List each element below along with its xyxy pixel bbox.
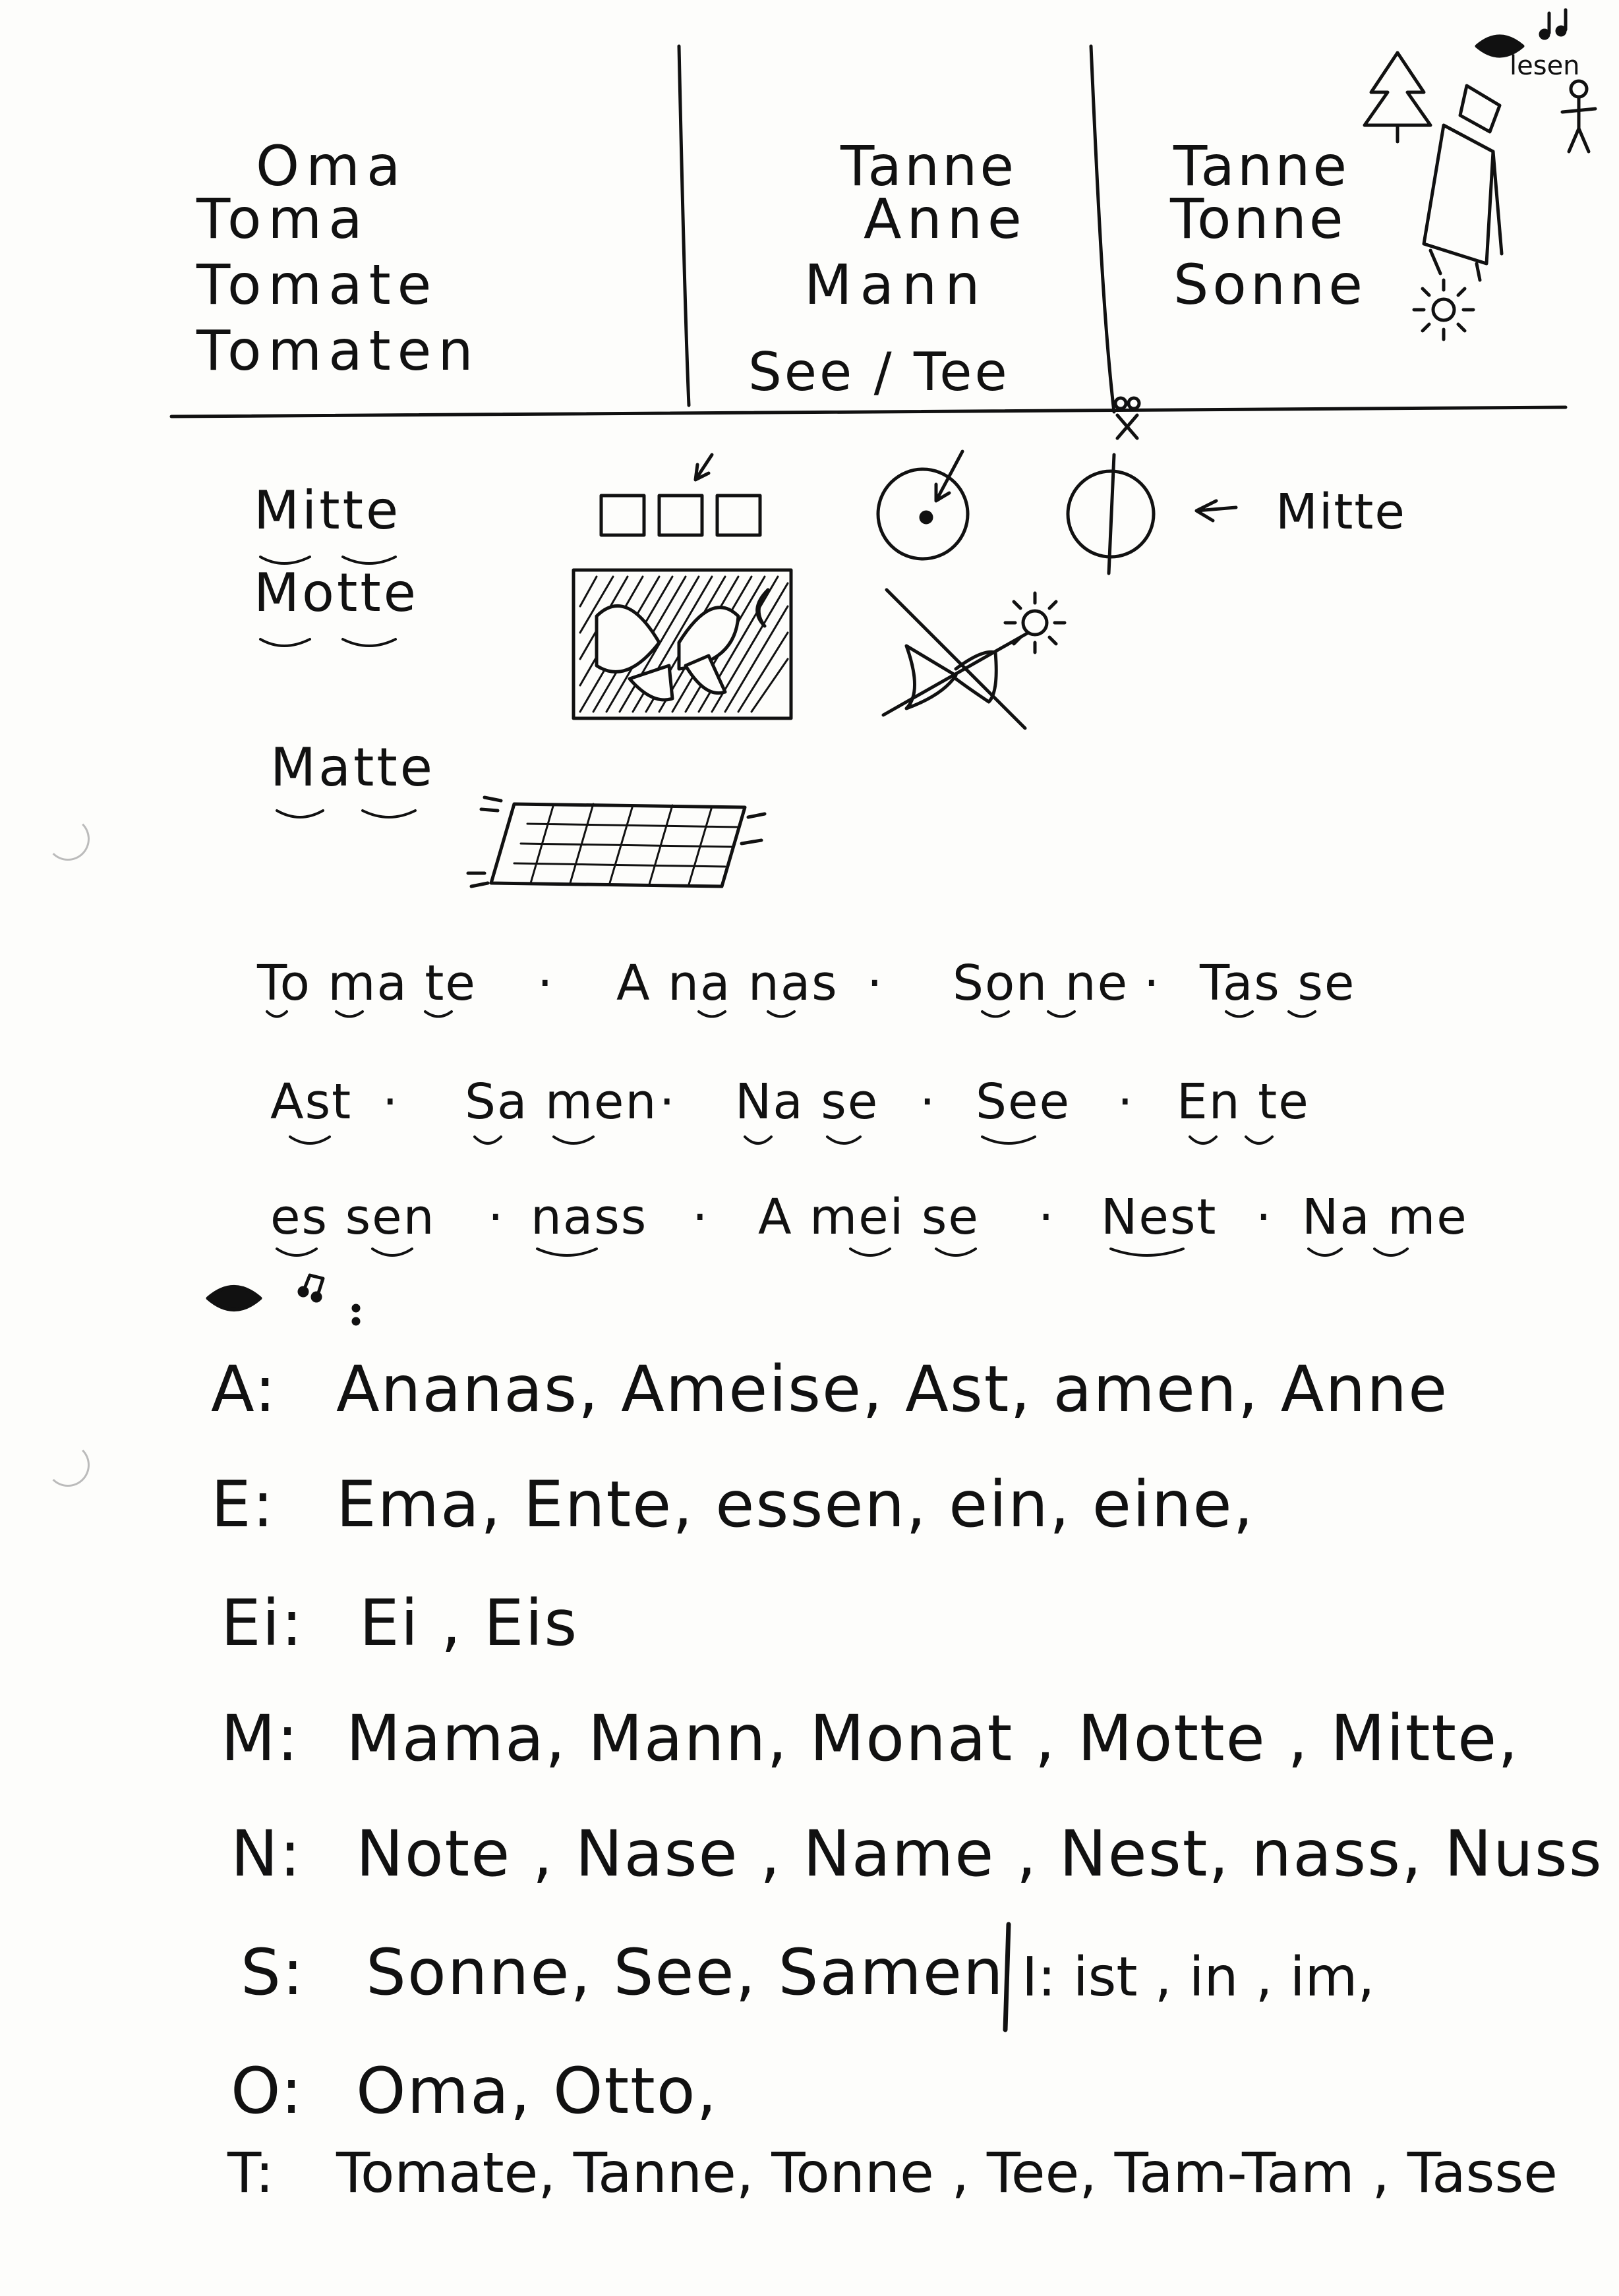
list-row-i (1022, 1946, 1375, 2009)
scissors-icon (1115, 398, 1139, 438)
separator: · (382, 1074, 399, 1130)
col1-word-4: Tomaten (196, 318, 480, 383)
list-row-a (211, 1352, 1449, 1426)
separator: · (1117, 1074, 1134, 1130)
syllable-word: Nest (1101, 1189, 1218, 1246)
list-label: M: (221, 1702, 300, 1775)
list-row-o (231, 2054, 719, 2128)
separator: · (692, 1189, 709, 1246)
list-label: A: (211, 1352, 278, 1426)
col1-word-2: Toma (196, 187, 369, 251)
list-words: Note , Nase , Name , Nest, nass, Nuss (356, 1817, 1603, 1891)
list-label: N: (231, 1817, 303, 1891)
list-words: Mama, Mann, Monat , Motte , Mitte, (346, 1702, 1519, 1775)
list-row-e (211, 1468, 1255, 1541)
syllable-word: Son ne (953, 955, 1129, 1012)
circle-line-icon (1068, 455, 1236, 573)
separator: · (920, 1074, 937, 1130)
list-label: S: (241, 1936, 305, 2009)
list-words: Tomate, Tanne, Tonne , Tee, Tam-Tam , Tasse (336, 2140, 1558, 2205)
list-row-n (231, 1817, 1603, 1891)
list-row-s (241, 1936, 1005, 2009)
syllable-word: Na se (735, 1074, 879, 1130)
col3-word-2: Tonne (1170, 187, 1346, 251)
syllable-word: Ast (270, 1074, 353, 1130)
s-i-divider (1005, 1924, 1009, 2030)
lips-icon (208, 1287, 260, 1310)
word-mitte: Mitte (254, 480, 401, 541)
moth-dark-icon (574, 570, 791, 718)
col1-word-1: Oma (256, 134, 407, 198)
list-label: T: (227, 2140, 274, 2205)
separator: · (867, 955, 884, 1012)
list-row-ei (221, 1586, 579, 1660)
sun-icon (1414, 280, 1473, 339)
moth-crossed-icon (883, 590, 1065, 728)
list-words: Sonne, See, Samen (366, 1936, 1005, 2009)
list-label: E: (211, 1468, 275, 1541)
col1-word-3: Tomate (196, 252, 438, 317)
target-icon (878, 451, 968, 559)
divider-vertical-1 (679, 46, 689, 405)
syllable-word: Na me (1302, 1189, 1468, 1246)
col2-word-2: Anne (864, 187, 1027, 251)
col2-word-3: Mann (804, 252, 988, 317)
music-note-icon-top (1541, 10, 1566, 38)
syllable-word: See (976, 1074, 1071, 1130)
separator: · (1256, 1189, 1273, 1246)
col3-word-1: Tanne (1173, 134, 1350, 198)
syllable-arcs (260, 557, 1407, 1255)
tree-icon (1365, 53, 1430, 142)
syllable-word: En te (1177, 1074, 1310, 1130)
word-motte: Motte (254, 562, 419, 623)
list-label: Ei: (221, 1586, 304, 1660)
separator: · (659, 1074, 676, 1130)
divider-vertical-2 (1091, 46, 1114, 412)
squares-icon (601, 455, 760, 535)
list-label: O: (231, 2054, 304, 2128)
syllable-word: A mei se (758, 1189, 980, 1246)
syllable-word: Sa men (465, 1074, 658, 1130)
list-row-m (221, 1702, 1519, 1775)
list-label: I: (1022, 1946, 1056, 2009)
list-words: Ema, Ente, essen, ein, eine, (336, 1468, 1255, 1541)
syllable-word: A na nas (616, 955, 839, 1012)
syllable-word: To ma te (257, 955, 477, 1012)
syllable-word: es sen (270, 1189, 436, 1246)
separator: · (537, 955, 554, 1012)
separator: · (1038, 1189, 1055, 1246)
col2-word-1: Tanne (840, 134, 1017, 198)
list-words: Oma, Otto, (356, 2054, 719, 2128)
separator: · (488, 1189, 505, 1246)
list-row-t (227, 2140, 1558, 2205)
arrow-label-mitte: Mitte (1276, 484, 1406, 540)
col2-word-4: See / Tee (748, 341, 1010, 403)
separator: · (1144, 955, 1161, 1012)
word-matte: Matte (270, 737, 435, 798)
col3-word-3: Sonne (1173, 252, 1367, 317)
list-words: Ananas, Ameise, Ast, amen, Anne (336, 1352, 1449, 1426)
syllable-word: Tas se (1200, 955, 1356, 1012)
list-words: ist , in , im, (1073, 1946, 1375, 2009)
syllable-word: nass (531, 1189, 648, 1246)
list-words: Ei , Eis (359, 1586, 579, 1660)
music-note-icon (299, 1275, 359, 1324)
person-icon (1562, 81, 1595, 152)
divider-horizontal (171, 407, 1566, 416)
corner-label: lesen (1510, 51, 1580, 81)
mat-icon (468, 797, 765, 886)
trash-bin-icon (1424, 86, 1502, 280)
